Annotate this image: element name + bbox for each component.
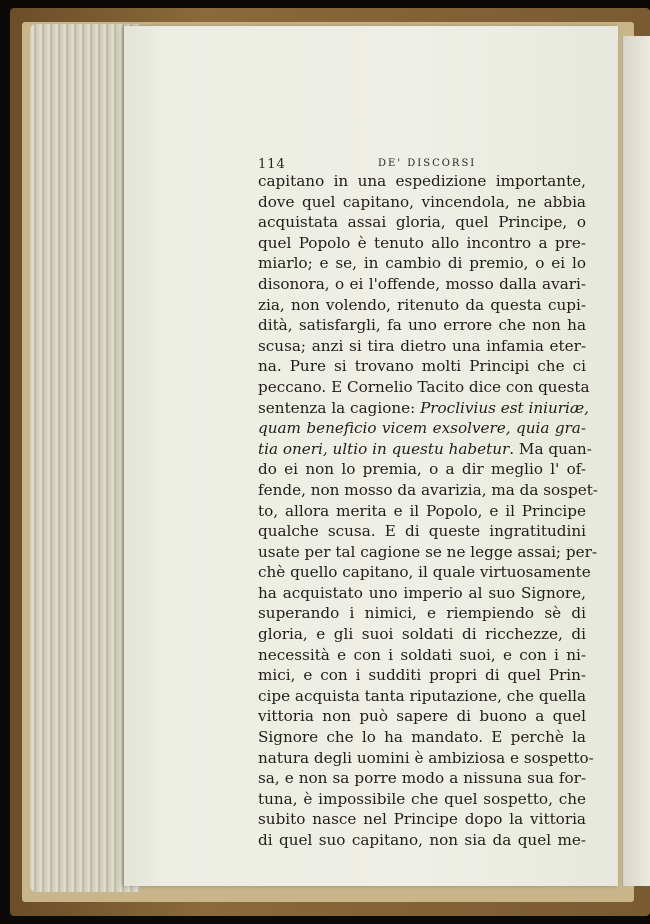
text-fragment: sentenza la cagione:	[258, 398, 416, 417]
text-line: Signore che lo ha mandato. E perchè la	[258, 728, 586, 747]
text-line: subito nasce nel Principe dopo la vittoria	[258, 810, 586, 829]
body-text	[258, 171, 598, 851]
text-line: tuna, è impossibile che quel sospetto, che	[258, 789, 586, 808]
text-line: cipe acquista tanta riputazione, che quella	[258, 686, 587, 705]
text-line: di quel suo capitano, non sia da quel me-	[258, 831, 586, 849]
text-line: quel Popolo è tenuto allo incontro a pre-	[258, 233, 586, 252]
text-line: qualche scusa. E di queste ingratitudini	[258, 522, 586, 541]
text-line: usate per tal cagione se ne legge assai; per-	[258, 542, 597, 561]
text-line: fende, non mosso da avarizia, ma da sospet-	[258, 480, 598, 499]
text-line: natura degli uomini è ambiziosa e sospetto-	[258, 748, 594, 767]
text-line: miarlo; e se, in cambio di premio, o ei lo	[258, 254, 586, 273]
text-line: dove quel capitano, vincendola, ne abbia	[258, 192, 586, 211]
text-line: mici, e con i sudditi propri di quel Prin-	[258, 666, 586, 685]
text-line: acquistata assai gloria, quel Principe, o	[258, 213, 586, 232]
latin-quote: quam beneficio vicem exsolvere, quia gra-	[258, 419, 586, 438]
text-line: necessità e con i soldati suoi, e con i ni-	[258, 645, 586, 664]
text-line: sa, e non sa porre modo a nissuna sua for-	[258, 769, 586, 788]
text-line: na. Pure si trovano molti Principi che ci	[258, 357, 586, 376]
text-line: ha acquistato uno imperio al suo Signore,	[258, 583, 586, 602]
text-line: disonora, o ei l'offende, mosso dalla avari-	[258, 274, 586, 293]
facing-page-edge	[622, 36, 650, 886]
text-line: peccano. E Cornelio Tacito dice con questa	[258, 377, 590, 396]
running-title: DE' DISCORSI	[378, 158, 477, 169]
text-line: scusa; anzi si tira dietro una infamia eter-	[258, 336, 586, 355]
text-line: zia, non volendo, ritenuto da questa cupi-	[258, 295, 586, 314]
text-line-italic	[258, 418, 586, 439]
text-line: do ei non lo premia, o a dir meglio l' of-	[258, 460, 586, 479]
text-line-mixed	[258, 439, 592, 460]
page-number: 114	[258, 157, 286, 172]
text-line: gloria, e gli suoi soldati di ricchezze, di	[258, 625, 586, 644]
text-line: chè quello capitano, il quale virtuosamente	[258, 563, 591, 582]
text-line: dità, satisfargli, fa uno errore che non ha	[258, 316, 586, 335]
text-line: vittoria non può sapere di buono a quel	[258, 707, 586, 726]
text-line: superando i nimici, e riempiendo sè di	[258, 604, 586, 623]
latin-quote: Proclivius est iniuriæ,	[420, 398, 589, 417]
text-fragment: . Ma quan-	[509, 439, 592, 458]
latin-quote: tia oneri, ultio in questu habetur	[258, 439, 510, 458]
text-line: to, allora merita e il Popolo, e il Principe	[258, 501, 586, 520]
text-line-mixed	[258, 398, 589, 419]
text-line: capitano in una espedizione importante,	[258, 172, 586, 190]
